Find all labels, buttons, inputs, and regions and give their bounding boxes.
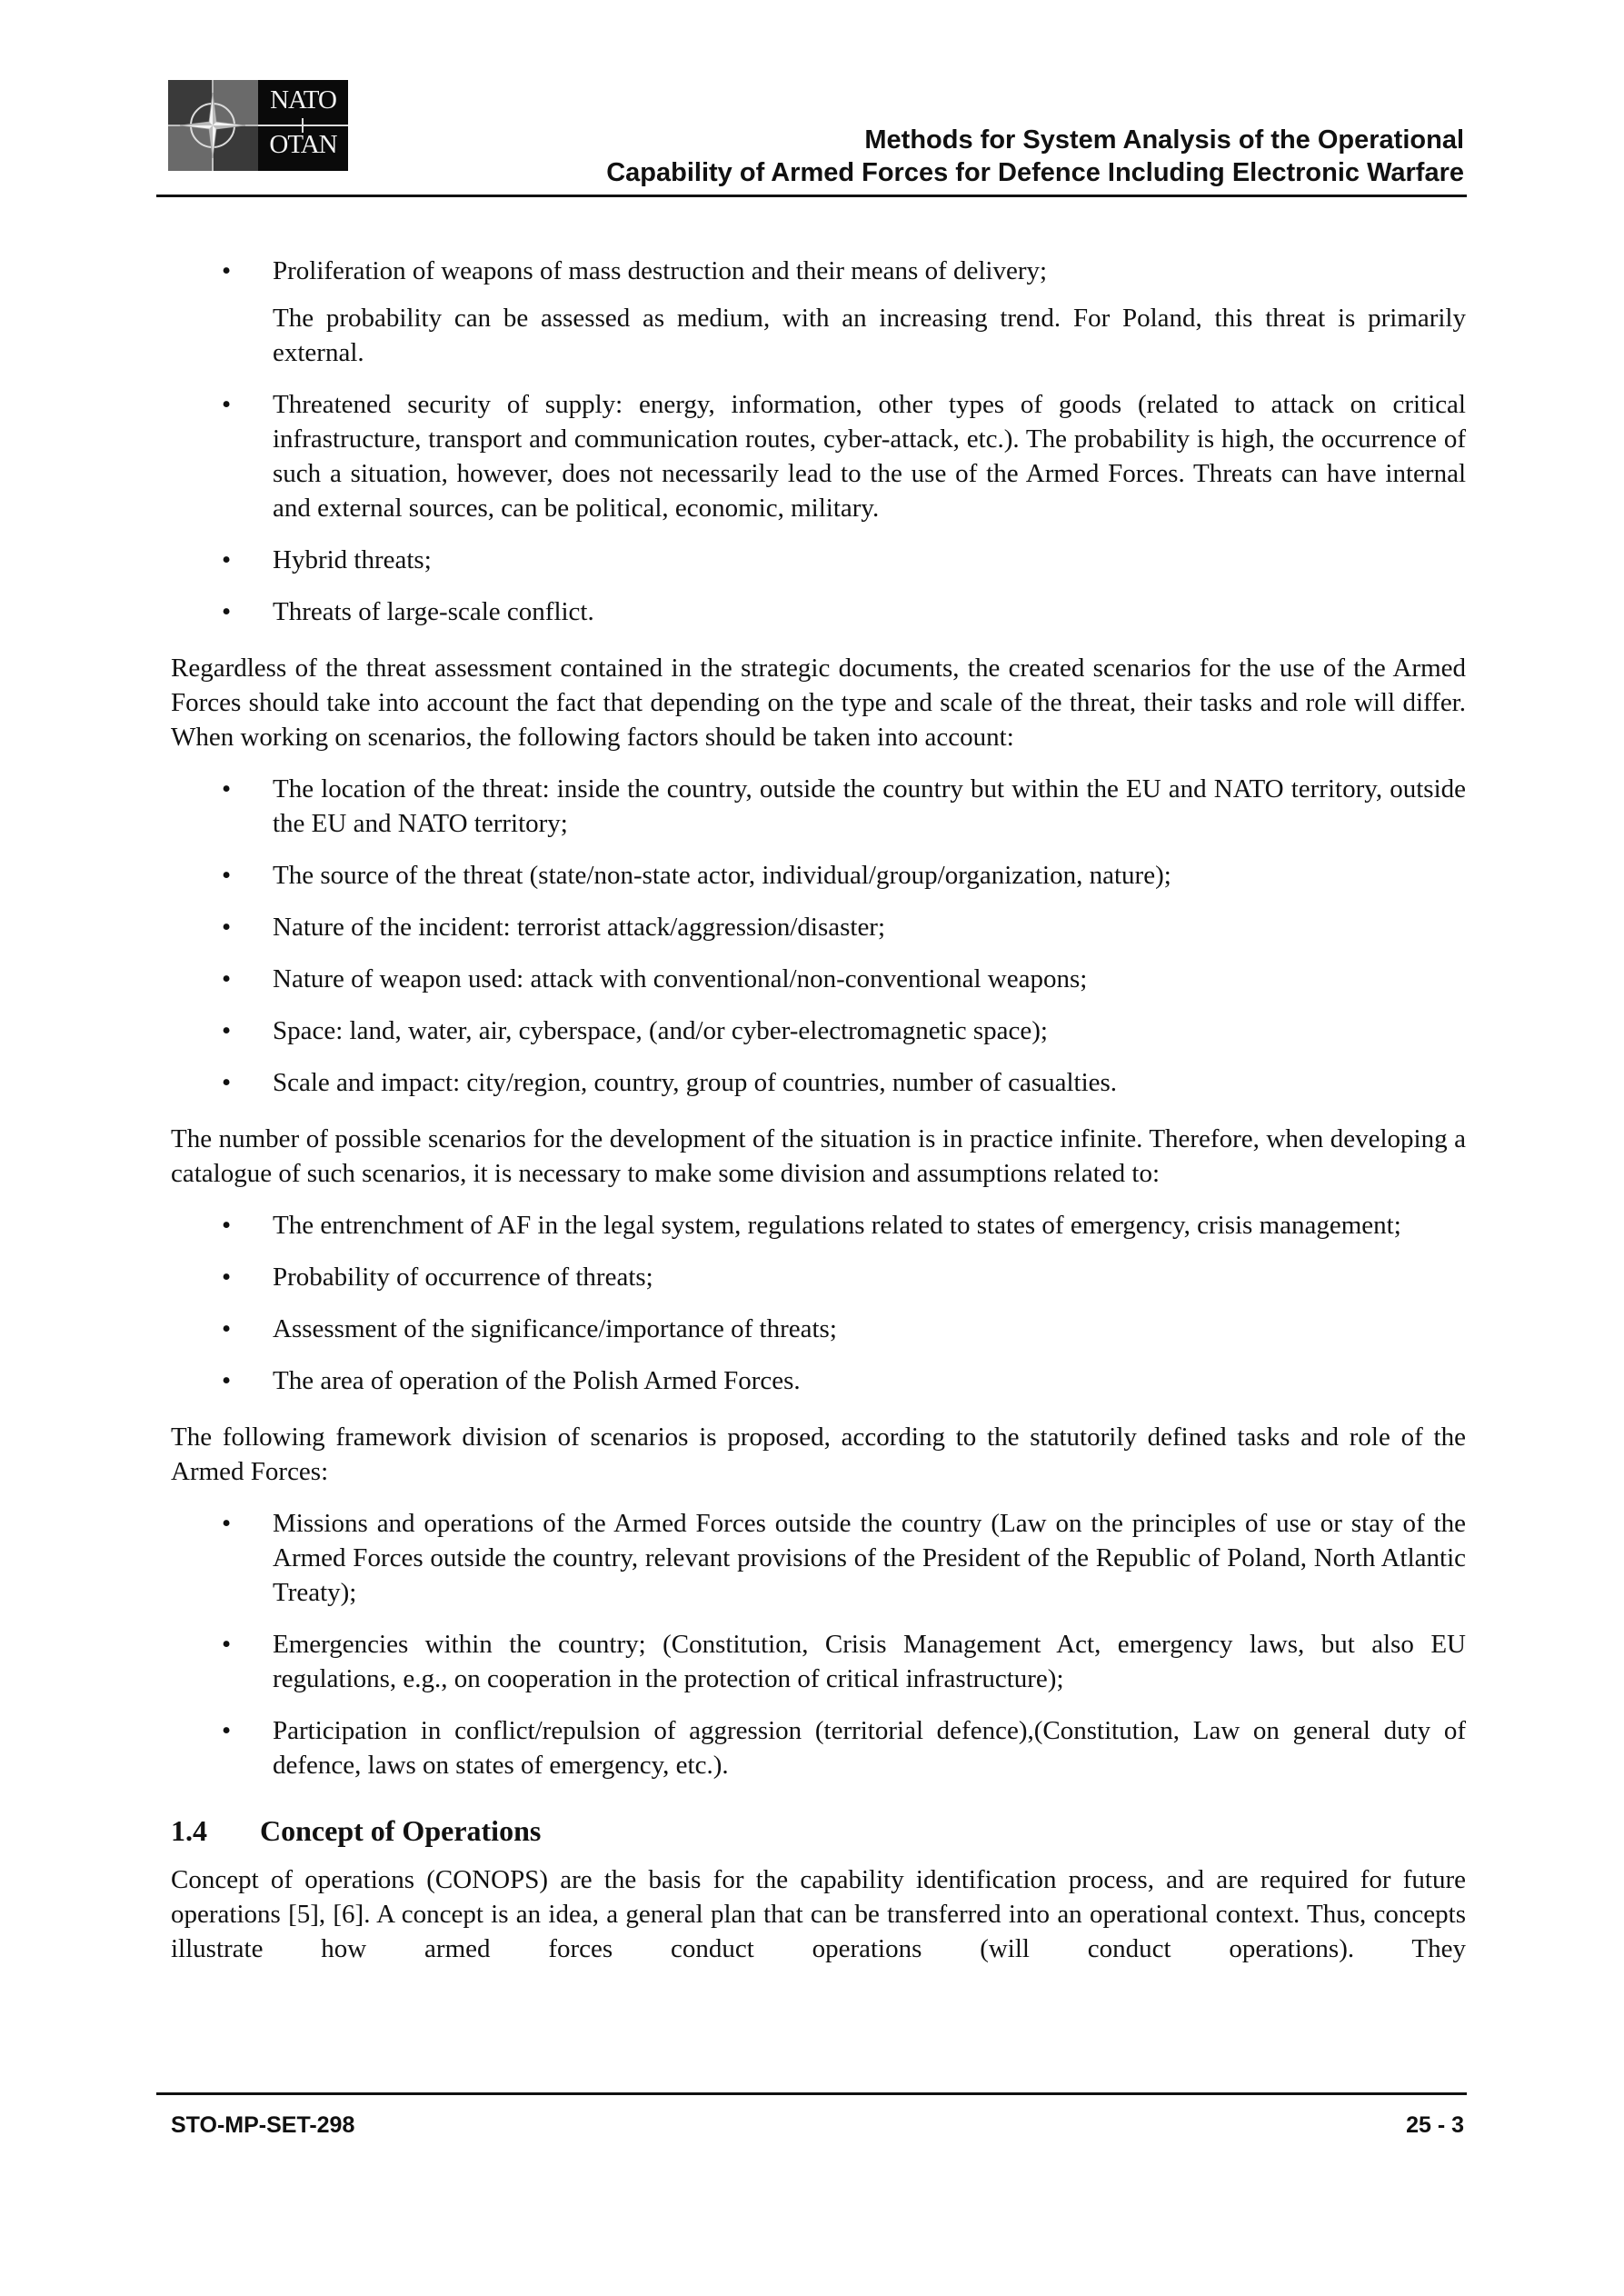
page-body bbox=[171, 254, 1466, 1983]
list-item bbox=[171, 1363, 1466, 1398]
nato-compass-star-icon bbox=[168, 80, 258, 171]
paragraph: The number of possible scenarios for the development of the situation is in practice infinite. Therefore, when developing a catalogue of such scenarios, it is necessary to make some division and assumptions related to: bbox=[171, 1124, 1466, 1188]
footer-page-number: 25 - 3 bbox=[1406, 2112, 1464, 2138]
list-item-text: Missions and operations of the Armed Forces outside the country (Law on the principles of use or stay of the Armed Forces outside the country, relevant provisions of the President of the Republic of Poland, North Atlantic Treaty); bbox=[273, 1509, 1466, 1607]
list-item-text: Assessment of the significance/importance of threats; bbox=[273, 1314, 837, 1343]
list-item bbox=[171, 1208, 1466, 1243]
list-item bbox=[171, 254, 1466, 288]
header-title-line-1: Methods for System Analysis of the Operational bbox=[864, 125, 1464, 155]
list-item bbox=[171, 1312, 1466, 1346]
footer-rule bbox=[156, 2092, 1467, 2095]
list-item-text: Probability of occurrence of threats; bbox=[273, 1263, 653, 1292]
list-item-text: Proliferation of weapons of mass destruction and their means of delivery; bbox=[273, 256, 1048, 285]
paragraph: Regardless of the threat assessment contained in the strategic documents, the created scenarios for the use of the Armed Forces should take into account the fact that depending on the type and scale of the threat, their tasks and role will differ. When working on scenarios, the following factors should be taken into account: bbox=[171, 654, 1466, 752]
bullet: • bbox=[222, 861, 232, 890]
list-item-text: Scale and impact: city/region, country, group of countries, number of casualties. bbox=[273, 1068, 1118, 1097]
bullet: • bbox=[222, 1263, 232, 1292]
section-number: 1.4 bbox=[171, 1814, 207, 1847]
list-item bbox=[171, 962, 1466, 996]
list-item-text: Nature of the incident: terrorist attack/aggression/disaster; bbox=[273, 913, 886, 942]
bullet: • bbox=[222, 964, 232, 993]
header-rule bbox=[156, 195, 1467, 197]
bullet: • bbox=[222, 1314, 232, 1343]
bullet: • bbox=[222, 1366, 232, 1395]
list-item bbox=[171, 594, 1466, 629]
bullet: • bbox=[222, 1016, 232, 1045]
bullet: • bbox=[222, 545, 232, 574]
logo-text-nato: NATO bbox=[270, 85, 336, 115]
list-item bbox=[171, 1065, 1466, 1100]
bullet: • bbox=[222, 390, 232, 419]
list-item-text: The source of the threat (state/non-state actor, individual/group/organization, nature); bbox=[273, 861, 1171, 890]
running-header-title bbox=[606, 124, 1464, 189]
paragraph: Concept of operations (CONOPS) are the basis for the capability identification process, and are required for future operations [5], [6]. A concept is an idea, a general plan that can be transferred into an operational context. Thus, concepts illustrate how armed forces conduct operations (will conduct operations). They bbox=[171, 1865, 1466, 1963]
list-item bbox=[171, 1713, 1466, 1782]
list-item bbox=[171, 543, 1466, 577]
list-item-text: The location of the threat: inside the country, outside the country but within the EU and NATO territory, outside the EU and NATO territory; bbox=[273, 774, 1466, 838]
list-item-note: The probability can be assessed as medium, with an increasing trend. For Poland, this threat is primarily external. bbox=[273, 304, 1466, 367]
bullet: • bbox=[222, 774, 232, 804]
section-title: Concept of Operations bbox=[260, 1814, 542, 1847]
section-heading bbox=[171, 1813, 1466, 1848]
list-item-text: Emergencies within the country; (Constitution, Crisis Management Act, emergency laws, but also EU regulations, e.g., on cooperation in the protection of critical infrastructure); bbox=[273, 1630, 1466, 1693]
list-item bbox=[171, 1627, 1466, 1696]
list-item bbox=[171, 1506, 1466, 1610]
list-item bbox=[171, 772, 1466, 841]
list-item-text: The area of operation of the Polish Armed Forces. bbox=[273, 1366, 801, 1395]
list-item-text: Threatened security of supply: energy, information, other types of goods (related to attack on critical infrastructure, transport and communication routes, cyber-attack, etc.). The probability is high, the occurrence of such a situation, however, does not necessarily lead to the use of the Armed Forces. Threats can have internal and external sources, can be political, economic, military. bbox=[273, 390, 1466, 523]
nato-logo bbox=[168, 80, 348, 171]
header-title-line-2: Capability of Armed Forces for Defence Including Electronic Warfare bbox=[606, 158, 1464, 187]
list-item-text: The entrenchment of AF in the legal system, regulations related to states of emergency, crisis management; bbox=[273, 1211, 1401, 1240]
logo-text-otan: OTAN bbox=[269, 130, 337, 159]
list-item bbox=[171, 1013, 1466, 1048]
bullet: • bbox=[222, 597, 232, 626]
bullet: • bbox=[222, 1509, 232, 1538]
bullet: • bbox=[222, 913, 232, 942]
list-item-text: Participation in conflict/repulsion of aggression (territorial defence),(Constitution, Law on general duty of defence, laws on states of emergency, etc.). bbox=[273, 1716, 1466, 1780]
list-item bbox=[171, 858, 1466, 893]
list-item-text: Space: land, water, air, cyberspace, (and/or cyber-electromagnetic space); bbox=[273, 1016, 1048, 1045]
logo-wordmark bbox=[258, 80, 348, 171]
list-item-text: Threats of large-scale conflict. bbox=[273, 597, 594, 626]
bullet: • bbox=[222, 256, 232, 285]
paragraph: The following framework division of scenarios is proposed, according to the statutorily defined tasks and role of the Armed Forces: bbox=[171, 1423, 1466, 1486]
list-item bbox=[171, 387, 1466, 525]
list-item bbox=[171, 910, 1466, 944]
footer-document-id: STO-MP-SET-298 bbox=[171, 2112, 355, 2138]
bullet: • bbox=[222, 1630, 232, 1659]
bullet: • bbox=[222, 1068, 232, 1097]
bullet: • bbox=[222, 1716, 232, 1745]
bullet: • bbox=[222, 1211, 232, 1240]
list-item-text: Hybrid threats; bbox=[273, 545, 432, 574]
list-item bbox=[171, 1260, 1466, 1294]
list-item-text: Nature of weapon used: attack with conventional/non-conventional weapons; bbox=[273, 964, 1088, 993]
